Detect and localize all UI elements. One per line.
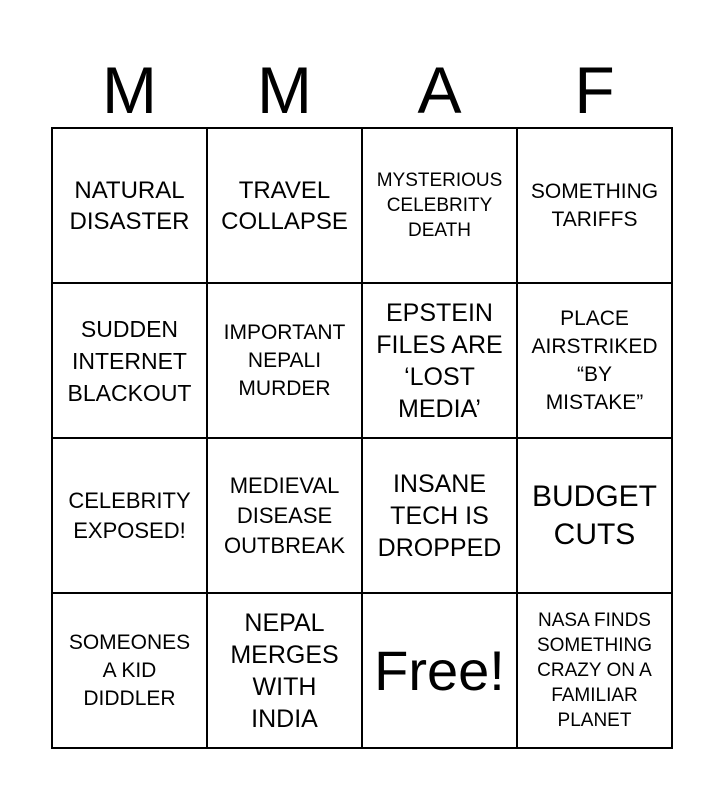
- bingo-cell-r3c4[interactable]: [518, 439, 673, 594]
- header-letter-2: M: [257, 53, 312, 127]
- cell-label: NASA FINDS SOMETHING CRAZY ON A FAMILIAR PLANET: [536, 610, 653, 731]
- cell-label: NEPAL MERGES WITH INDIA: [230, 608, 339, 733]
- cell-label: SUDDEN INTERNET BLACKOUT: [67, 315, 192, 406]
- header-letter-4: F: [574, 53, 615, 127]
- bingo-cell-r3c2[interactable]: [208, 439, 363, 594]
- bingo-cell-r2c4[interactable]: [518, 284, 673, 439]
- free-space-label: Free!: [374, 638, 505, 702]
- bingo-cell-r1c1[interactable]: [53, 129, 208, 284]
- cell-label: SOMETHING TARIFFS: [530, 179, 659, 231]
- cell-label: INSANE TECH IS DROPPED: [377, 469, 502, 562]
- bingo-cell-r1c2[interactable]: [208, 129, 363, 284]
- cell-label: EPSTEIN FILES ARE ‘LOST MEDIA’: [376, 298, 503, 423]
- bingo-cell-r4c1[interactable]: [53, 594, 208, 749]
- bingo-cell-r1c4[interactable]: [518, 129, 673, 284]
- cell-label: PLACE AIRSTRIKED “BY MISTAKE”: [531, 306, 658, 414]
- bingo-cell-r2c1[interactable]: [53, 284, 208, 439]
- header-letter-3: A: [417, 53, 462, 127]
- cell-label: TRAVEL COLLAPSE: [221, 176, 348, 235]
- cell-label: NATURAL DISASTER: [69, 176, 190, 235]
- header-letter-1: M: [102, 53, 157, 127]
- bingo-cell-r3c3[interactable]: [363, 439, 518, 594]
- cell-label: MEDIEVAL DISEASE OUTBREAK: [223, 472, 346, 558]
- bingo-cell-free[interactable]: [363, 594, 518, 749]
- bingo-cell-r4c4[interactable]: [518, 594, 673, 749]
- cell-label: SOMEONES A KID DIDDLER: [68, 630, 191, 710]
- bingo-cell-r4c2[interactable]: [208, 594, 363, 749]
- bingo-cell-r2c3[interactable]: [363, 284, 518, 439]
- cell-label: IMPORTANT NEPALI MURDER: [223, 320, 346, 400]
- cell-label: CELEBRITY EXPOSED!: [68, 487, 191, 543]
- bingo-cell-r1c3[interactable]: [363, 129, 518, 284]
- bingo-cell-r2c2[interactable]: [208, 284, 363, 439]
- cell-label: BUDGET CUTS: [531, 479, 657, 551]
- bingo-cell-r3c1[interactable]: [53, 439, 208, 594]
- bingo-header: [52, 52, 672, 128]
- cell-label: MYSTERIOUS CELEBRITY DEATH: [376, 170, 503, 241]
- bingo-card-grid: [51, 127, 673, 749]
